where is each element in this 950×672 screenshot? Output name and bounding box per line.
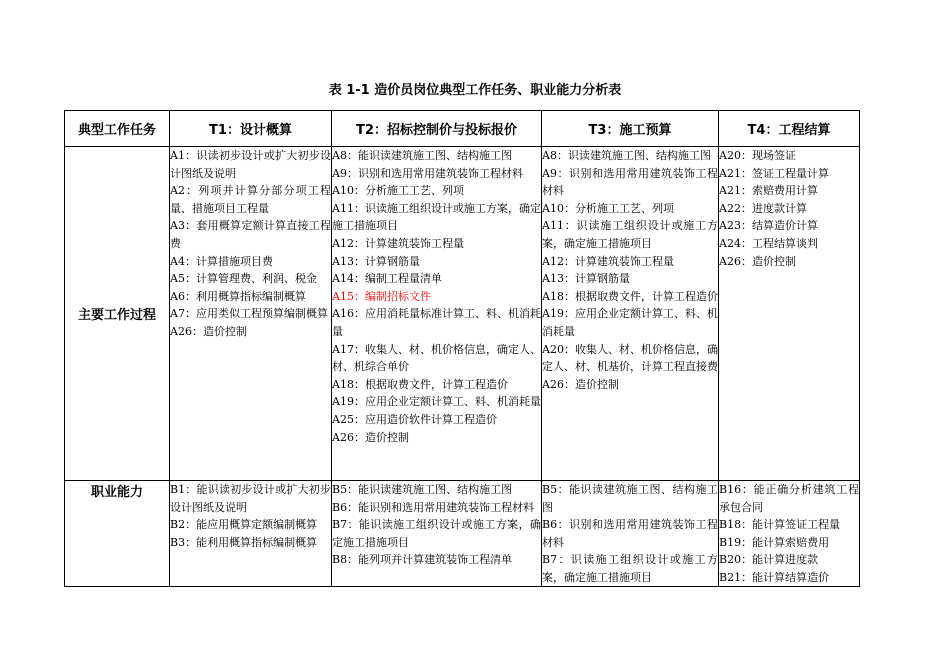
header-t2: T2：招标控制价与投标报价	[332, 111, 542, 147]
row-label-main-process: 主要工作过程	[65, 147, 170, 481]
header-t1: T1：设计概算	[170, 111, 332, 147]
header-t4: T4：工程结算	[719, 111, 860, 147]
list-item: B2：能应用概算定额编制概算	[170, 518, 318, 532]
list-item: B5：能识读建筑施工图、结构施工图	[332, 483, 513, 496]
table-row-main-process	[65, 147, 860, 481]
list-item: A26：造价控制	[719, 254, 796, 268]
list-item: A9：识别和选用常用建筑装饰工程材料	[542, 166, 718, 198]
list-item: A19：应用企业定额计算工、料、机消耗量	[542, 307, 718, 338]
list-item: A10：分析施工工艺、列项	[332, 184, 464, 198]
list-item: B7：能识读施工组织设计或施工方案，确定施工措施项目	[332, 518, 541, 549]
list-item: B5：能识读建筑施工图、结构施工图	[542, 483, 718, 514]
list-item: A4：计算措施项目费	[170, 254, 273, 268]
cell-ability-t2	[332, 481, 542, 587]
analysis-table	[64, 110, 860, 587]
list-item: A23：结算造价计算	[719, 219, 818, 233]
list-item: A11：识读施工组织设计或施工方案，确定施工措施项目	[332, 201, 541, 233]
list-item: A9：识别和选用常用建筑装饰工程材料	[332, 166, 523, 180]
header-row	[65, 111, 860, 147]
list-item: A10：分析施工工艺、列项	[542, 201, 674, 215]
list-item: A5：计算管理费、利润、税金	[170, 272, 317, 286]
list-item: A8：能识读建筑施工图、结构施工图	[332, 149, 512, 162]
list-item: A20：收集人、材、机价格信息，确定人、材、机基价，计算工程直接费	[542, 342, 718, 374]
list-item: A20：现场签证	[719, 149, 796, 162]
list-item: A21：索赔费用计算	[719, 184, 818, 198]
cell-main-t1	[170, 147, 332, 481]
row-label-ability: 职业能力	[65, 481, 170, 587]
cell-ability-t4	[719, 481, 860, 587]
list-item: B20：能计算进度款	[719, 553, 819, 567]
list-item: B19：能计算索赔费用	[719, 535, 830, 549]
list-item: B21：能计算结算造价	[719, 570, 830, 584]
list-item: A24：工程结算谈判	[719, 236, 818, 250]
list-item: A26：造价控制	[542, 377, 619, 391]
list-item: A2：列项并计算分部分项工程量、措施项目工程量	[170, 184, 331, 215]
list-item: B6：能识别和选用常用建筑装饰工程材料	[332, 500, 535, 514]
cell-main-t3	[542, 147, 719, 481]
list-item: A6：利用概算指标编制概算	[170, 289, 306, 303]
list-item: A12：计算建筑装饰工程量	[332, 236, 464, 250]
list-item: A16：应用消耗量标准计算工、料、机消耗量	[332, 307, 541, 338]
cell-main-t2	[332, 147, 542, 481]
list-item: B18：能计算签证工程量	[719, 518, 841, 532]
list-item: A13：计算钢筋量	[332, 254, 420, 268]
list-item: A7：应用类似工程预算编制概算	[170, 307, 328, 321]
list-item: A21：签证工程量计算	[719, 166, 829, 180]
list-item: A26：造价控制	[332, 430, 409, 444]
list-item: B6：识别和选用常用建筑装饰工程材料	[542, 518, 718, 549]
cell-main-t4	[719, 147, 860, 481]
list-item: A8：识读建筑施工图、结构施工图	[542, 149, 711, 162]
list-item: A22：进度款计算	[719, 201, 807, 215]
header-task: 典型工作任务	[65, 111, 170, 147]
list-item: B8：能列项并计算建筑装饰工程清单	[332, 553, 513, 567]
cell-ability-t1	[170, 481, 332, 587]
list-item: B3：能利用概算指标编制概算	[170, 535, 318, 549]
header-t3: T3：施工预算	[542, 111, 719, 147]
list-item: A18：根据取费文件，计算工程造价	[332, 377, 508, 391]
list-item: A19：应用企业定额计算工、料、机消耗量	[332, 395, 541, 409]
list-item: A25：应用造价软件计算工程造价	[332, 412, 497, 426]
table-row-ability	[65, 481, 860, 587]
list-item: A11：识读施工组织设计或施工方案，确定施工措施项目	[542, 219, 718, 250]
list-item: A13：计算钢筋量	[542, 272, 630, 286]
cell-ability-t3	[542, 481, 719, 587]
list-item: B7：识读施工组织设计或施工方案，确定施工措施项目	[542, 553, 718, 584]
list-item: A12：计算建筑装饰工程量	[542, 254, 674, 268]
list-item: A26：造价控制	[170, 324, 247, 338]
list-item: A1：识读初步设计或扩大初步设计图纸及说明	[170, 149, 331, 180]
list-item: A14：编制工程量清单	[332, 272, 442, 286]
list-item: A18：根据取费文件，计算工程造价	[542, 289, 718, 303]
list-item: A3：套用概算定额计算直接工程费	[170, 219, 331, 250]
list-item: A17：收集人、材、机价格信息，确定人、材、机综合单价	[332, 342, 541, 374]
list-item: B16：能正确分析建筑工程承包合同	[719, 483, 859, 514]
list-item: A15：编制招标文件	[332, 289, 431, 303]
list-item: B1：能识读初步设计或扩大初步设计图纸及说明	[170, 483, 331, 514]
table-title: 表 1-1 造价员岗位典型工作任务、职业能力分析表	[328, 83, 622, 98]
